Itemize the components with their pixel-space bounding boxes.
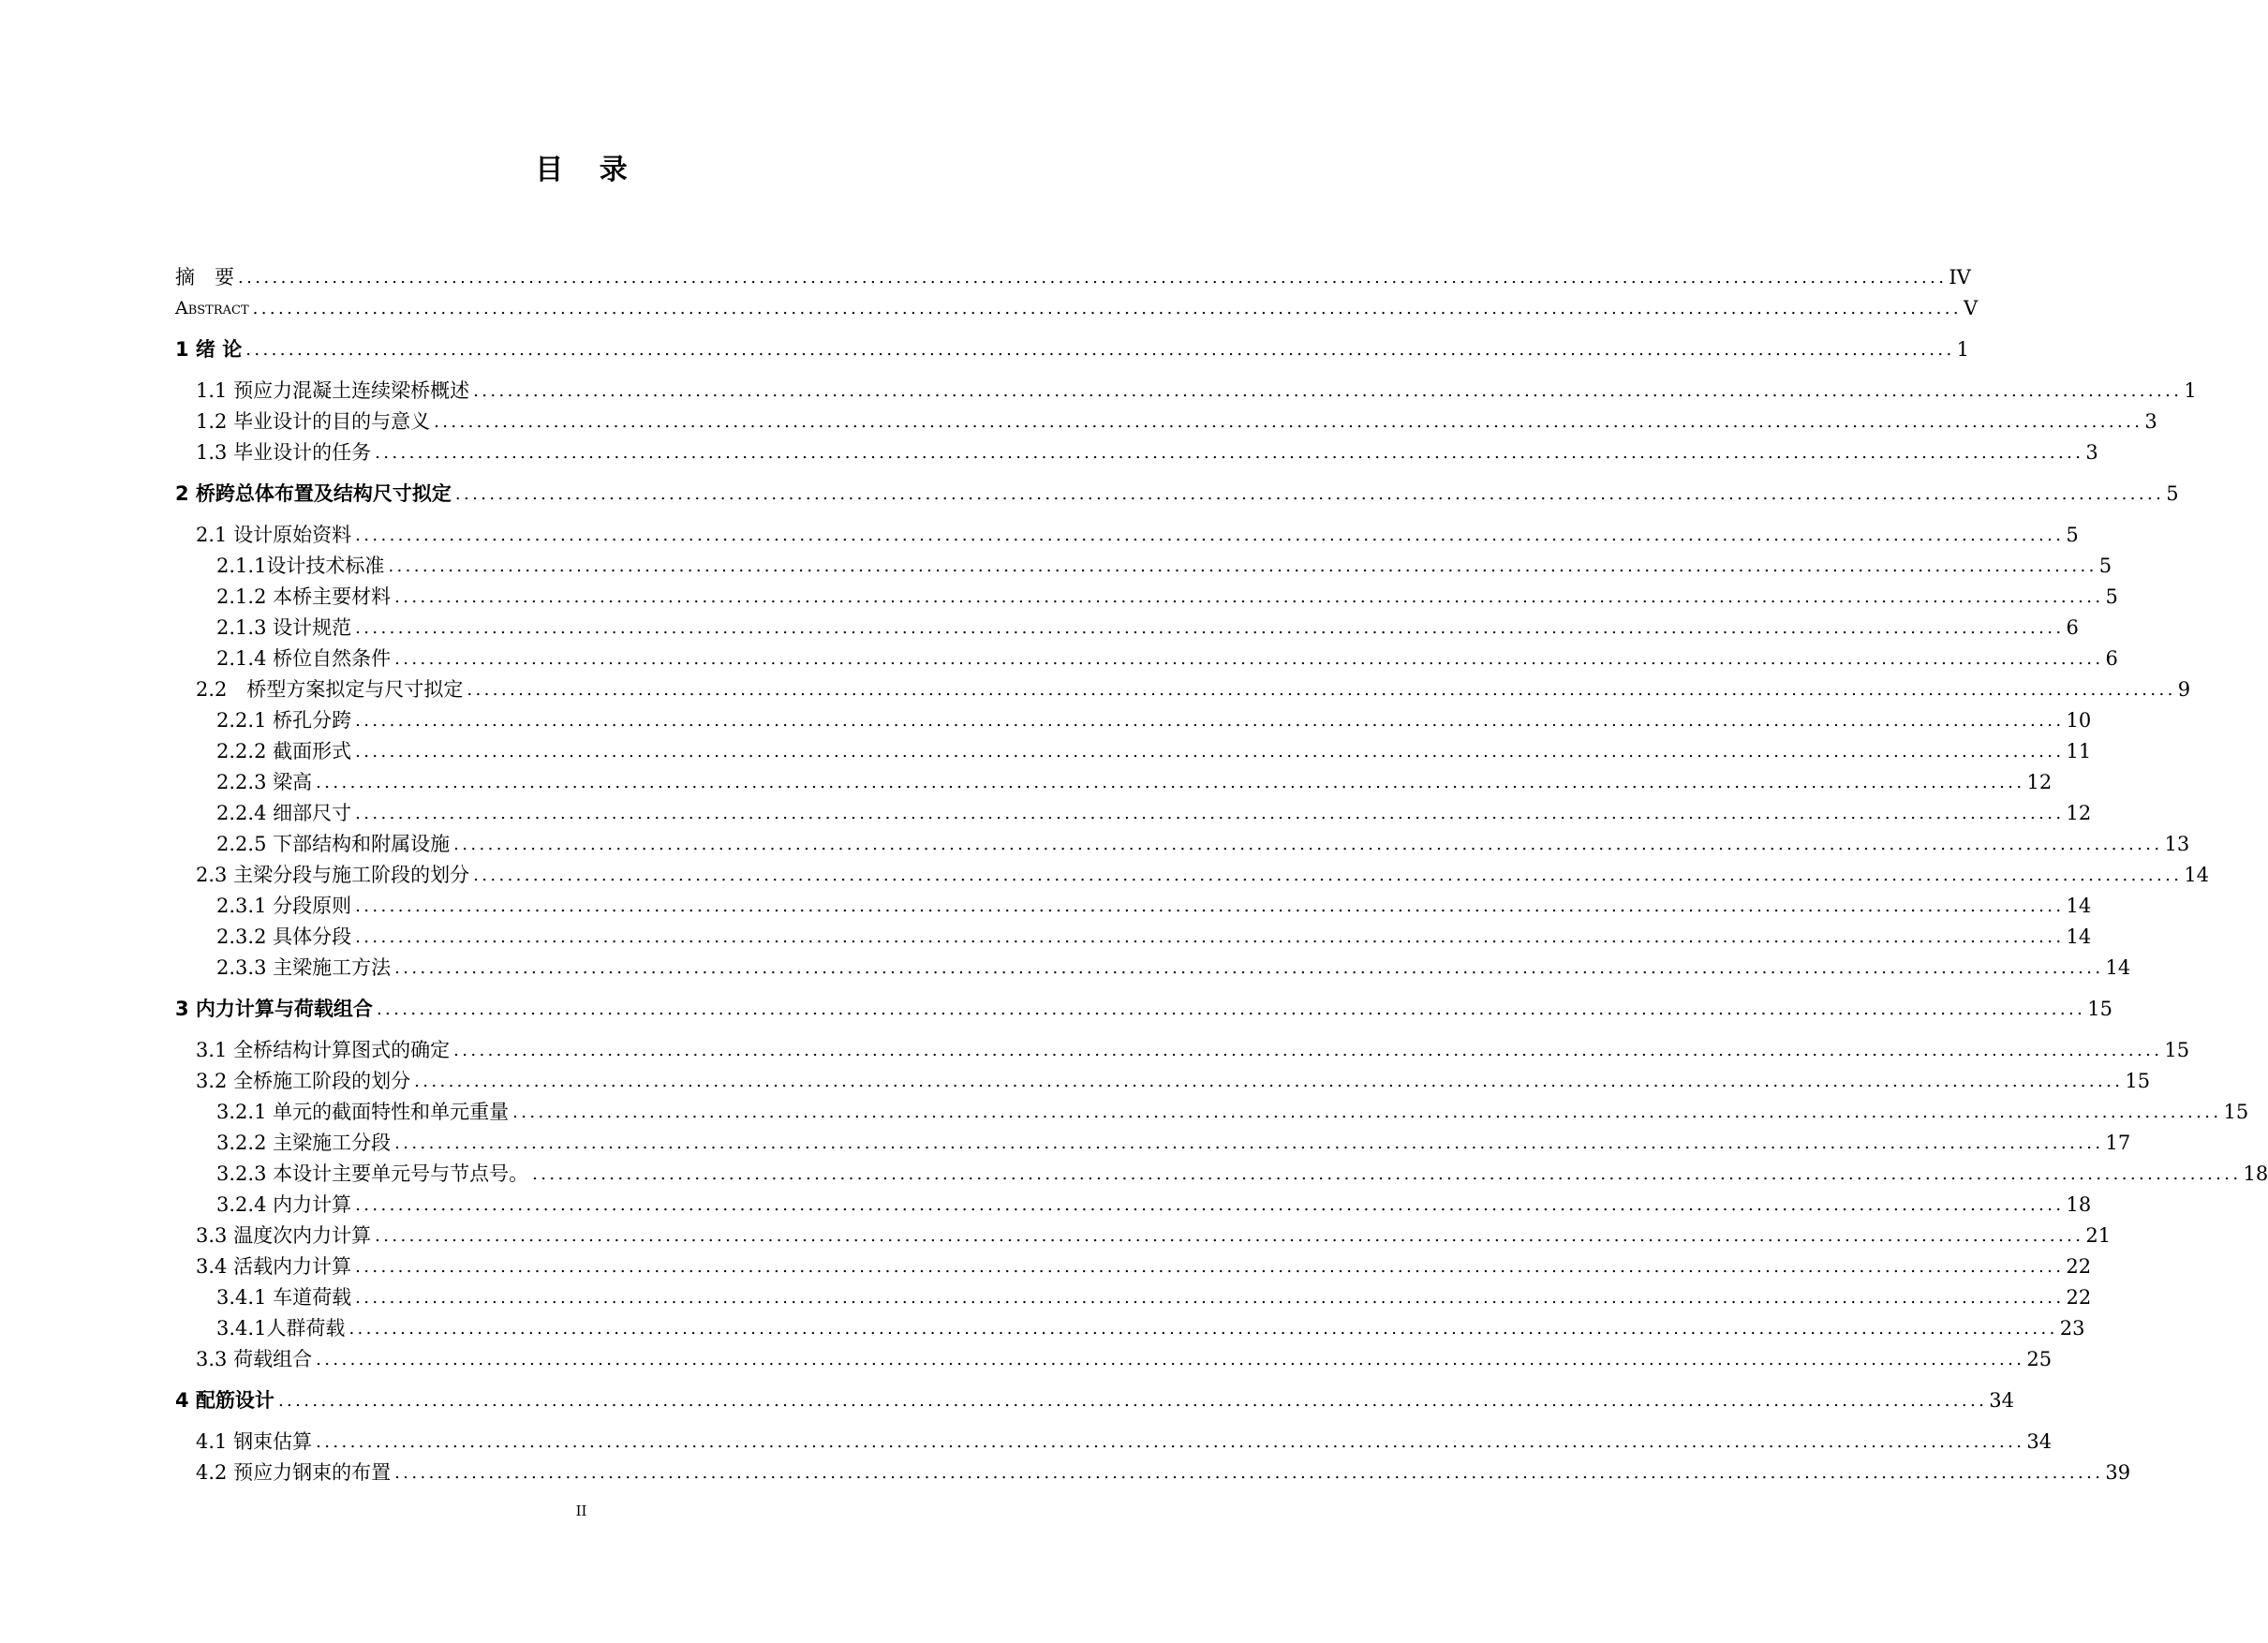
toc-leader-dots: ........................................................................................................................................................................................................ (454, 484, 2165, 504)
toc-entry[interactable] (175, 922, 2092, 953)
toc-entry-label: 2 桥跨总体布置及结构尺寸拟定 (175, 482, 452, 505)
toc-leader-dots: ........................................................................................................................................................................................................ (473, 381, 2183, 401)
table-of-contents (175, 262, 2268, 1488)
toc-entry-label: 3.2 全桥施工阶段的划分 (196, 1070, 411, 1092)
toc-leader-dots: ........................................................................................................................................................................................................ (355, 1288, 2065, 1308)
toc-leader-dots: ........................................................................................................................................................................................................ (375, 1226, 2084, 1246)
toc-entry-label: 4.2 预应力钢束的布置 (196, 1461, 392, 1484)
toc-entry-label: 2.3.3 主梁施工方法 (216, 956, 392, 979)
toc-entry-label: 3.4.1人群荷载 (216, 1317, 346, 1340)
toc-entry[interactable] (175, 767, 2053, 798)
toc-leader-dots: ........................................................................................................................................................................................................ (355, 896, 2065, 916)
toc-entry-label: 2.1.3 设计规范 (216, 616, 352, 639)
toc-leader-dots: ........................................................................................................................................................................................................ (355, 711, 2065, 731)
toc-leader-dots: ........................................................................................................................................................................................................ (473, 866, 2183, 885)
toc-entry[interactable] (175, 1251, 2092, 1282)
toc-entry[interactable] (175, 860, 2210, 891)
toc-entry[interactable] (175, 736, 2092, 767)
toc-leader-dots: ........................................................................................................................................................................................................ (316, 1350, 2025, 1369)
toc-entry[interactable] (175, 1190, 2092, 1221)
toc-leader-dots: ........................................................................................................................................................................................................ (316, 1432, 2025, 1452)
toc-entry-page: V (1964, 297, 1979, 319)
toc-entry[interactable] (175, 705, 2092, 736)
toc-entry-page: 5 (2166, 482, 2179, 505)
toc-leader-dots: ........................................................................................................................................................................................................ (394, 587, 2104, 607)
toc-leader-dots: ........................................................................................................................................................................................................ (532, 1164, 2242, 1184)
toc-leader-dots: ........................................................................................................................................................................................................ (453, 835, 2163, 854)
toc-entry-label: 2.1.4 桥位自然条件 (216, 647, 392, 670)
toc-entry[interactable] (175, 1344, 2053, 1375)
toc-leader-dots: ........................................................................................................................................................................................................ (355, 1257, 2065, 1277)
toc-entry-page: 22 (2066, 1286, 2092, 1309)
toc-entry-label: 1.2 毕业设计的目的与意义 (196, 410, 431, 433)
toc-entry[interactable] (175, 582, 2118, 613)
toc-entry-label: 3.3 荷载组合 (196, 1348, 313, 1370)
toc-entry-label: 2.3 主梁分段与施工阶段的划分 (196, 864, 470, 886)
toc-leader-dots: ........................................................................................................................................................................................................ (394, 1133, 2104, 1153)
toc-entry-page: 14 (2184, 864, 2210, 886)
toc-entry-page: 14 (2066, 895, 2092, 917)
toc-entry-page: 1 (2184, 379, 2197, 402)
toc-entry-label: 3.1 全桥结构计算图式的确定 (196, 1039, 451, 1061)
toc-entry-page: 17 (2105, 1132, 2131, 1154)
toc-entry-label: 2.2.4 细部尺寸 (216, 802, 352, 824)
toc-entry[interactable] (175, 1035, 2190, 1066)
toc-entry-label: 3.2.3 本设计主要单元号与节点号。 (216, 1162, 529, 1185)
toc-entry-page: 34 (1989, 1389, 2015, 1412)
toc-entry[interactable] (175, 520, 2079, 551)
toc-entry[interactable] (175, 994, 2113, 1025)
toc-entry[interactable] (175, 1066, 2151, 1097)
toc-entry-label: 2.3.2 具体分段 (216, 925, 352, 948)
toc-leader-dots: ........................................................................................................................................................................................................ (355, 927, 2065, 947)
toc-entry[interactable] (175, 334, 1969, 365)
toc-leader-dots: ........................................................................................................................................................................................................ (348, 1319, 2058, 1339)
toc-entry[interactable] (175, 1313, 2085, 1344)
toc-entry-label: 3 内力计算与荷载组合 (175, 998, 373, 1020)
toc-entry-page: 18 (2243, 1162, 2268, 1185)
toc-entry-label: 3.2.4 内力计算 (216, 1193, 352, 1216)
toc-leader-dots: ........................................................................................................................................................................................................ (316, 773, 2025, 792)
toc-entry[interactable] (175, 1458, 2131, 1488)
toc-entry-page: 22 (2066, 1255, 2092, 1278)
toc-entry-page: 14 (2066, 925, 2092, 948)
toc-entry-label: 2.2.1 桥孔分跨 (216, 709, 352, 732)
toc-entry-page: 12 (2066, 802, 2092, 824)
toc-entry[interactable] (175, 1221, 2112, 1251)
toc-leader-dots: ........................................................................................................................................................................................................ (355, 742, 2065, 762)
toc-entry-page: 12 (2026, 771, 2053, 793)
toc-entry[interactable] (175, 479, 2179, 510)
toc-entry-page: 15 (2164, 1039, 2190, 1061)
toc-entry-page: 3 (2144, 410, 2157, 433)
toc-entry-label: 3.2.1 单元的截面特性和单元重量 (216, 1101, 510, 1123)
toc-entry-page: 5 (2098, 555, 2112, 577)
toc-leader-dots: ........................................................................................................................................................................................................ (434, 412, 2143, 432)
toc-entry-label: 摘 要 (175, 266, 234, 289)
toc-entry-page: 13 (2164, 833, 2190, 855)
toc-entry-page: 15 (2087, 998, 2113, 1020)
toc-entry[interactable] (175, 891, 2092, 922)
toc-entry-label: 2.1.1设计技术标准 (216, 555, 385, 577)
toc-entry[interactable] (175, 953, 2131, 984)
toc-entry-label: 3.3 温度次内力计算 (196, 1224, 372, 1247)
toc-entry-page: 23 (2059, 1317, 2085, 1340)
toc-entry-page: 14 (2105, 956, 2131, 979)
toc-entry-label: 2.2.5 下部结构和附属设施 (216, 833, 451, 855)
toc-entry-label: 4.1 钢束估算 (196, 1430, 313, 1453)
toc-leader-dots: ........................................................................................................................................................................................................ (277, 1391, 1988, 1411)
toc-entry[interactable] (175, 1385, 2015, 1416)
toc-entry-label: 2.1 设计原始资料 (196, 524, 352, 546)
toc-leader-dots: ........................................................................................................................................................................................................ (512, 1103, 2222, 1122)
toc-leader-dots: ........................................................................................................................................................................................................ (388, 556, 2098, 576)
toc-entry-page: 21 (2085, 1224, 2112, 1247)
toc-leader-dots: ........................................................................................................................................................................................................ (467, 680, 2176, 700)
toc-entry[interactable] (175, 644, 2118, 674)
toc-entry-page: IV (1949, 266, 1971, 289)
toc-entry[interactable] (175, 1427, 2053, 1458)
toc-entry-label: 2.2 桥型方案拟定与尺寸拟定 (196, 678, 464, 701)
toc-entry-label: 1 绪 论 (175, 338, 243, 361)
toc-entry-label: 3.2.2 主梁施工分段 (216, 1132, 392, 1154)
toc-entry-page: 5 (2105, 585, 2118, 608)
toc-leader-dots: ........................................................................................................................................................................................................ (375, 443, 2084, 463)
toc-entry-label: 2.2.3 梁高 (216, 771, 313, 793)
toc-entry-label: 2.2.2 截面形式 (216, 740, 352, 762)
toc-entry[interactable] (175, 293, 1979, 324)
toc-entry[interactable] (175, 1282, 2092, 1313)
toc-leader-dots: ........................................................................................................................................................................................................ (453, 1041, 2163, 1060)
toc-leader-dots: ........................................................................................................................................................................................................ (355, 804, 2065, 823)
toc-entry-page: 34 (2026, 1430, 2053, 1453)
toc-entry[interactable] (175, 262, 1971, 293)
toc-entry[interactable] (175, 613, 2079, 644)
toc-entry-page: 11 (2066, 740, 2092, 762)
toc-leader-dots: ........................................................................................................................................................................................................ (394, 1463, 2104, 1483)
toc-entry-label: 3.4 活载内力计算 (196, 1255, 352, 1278)
toc-entry-label: 4 配筋设计 (175, 1389, 274, 1412)
toc-leader-dots: ........................................................................................................................................................................................................ (355, 525, 2065, 545)
toc-entry-page: 6 (2105, 647, 2118, 670)
toc-entry-label: 3.4.1 车道荷载 (216, 1286, 352, 1309)
toc-entry[interactable] (175, 407, 2157, 437)
toc-leader-dots: ........................................................................................................................................................................................................ (245, 340, 1955, 360)
toc-entry[interactable] (175, 829, 2190, 860)
toc-entry[interactable] (175, 1128, 2131, 1159)
toc-leader-dots: ........................................................................................................................................................................................................ (394, 958, 2104, 978)
toc-entry-page: 10 (2066, 709, 2092, 732)
toc-entry[interactable] (175, 437, 2098, 468)
toc-entry[interactable] (175, 798, 2092, 829)
toc-entry-page: 5 (2066, 524, 2079, 546)
toc-leader-dots: ........................................................................................................................................................................................................ (394, 649, 2104, 669)
toc-leader-dots: ........................................................................................................................................................................................................ (414, 1072, 2124, 1091)
toc-leader-dots: ........................................................................................................................................................................................................ (376, 999, 2086, 1019)
toc-entry-page: 3 (2085, 441, 2098, 464)
toc-entry[interactable] (175, 674, 2191, 705)
toc-leader-dots: ........................................................................................................................................................................................................ (355, 618, 2065, 638)
toc-leader-dots: ........................................................................................................................................................................................................ (355, 1195, 2065, 1215)
toc-entry-label: 1.1 预应力混凝土连续梁桥概述 (196, 379, 470, 402)
toc-entry-page: 39 (2105, 1461, 2131, 1484)
page-number-footer: II (575, 1502, 587, 1519)
toc-entry-page: 25 (2026, 1348, 2053, 1370)
toc-entry-page: 9 (2177, 678, 2191, 701)
toc-entry-page: 15 (2125, 1070, 2151, 1092)
toc-entry[interactable] (175, 551, 2112, 582)
toc-entry[interactable] (175, 1159, 2268, 1190)
toc-entry-page: 18 (2066, 1193, 2092, 1216)
toc-entry-page: 15 (2223, 1101, 2249, 1123)
toc-entry[interactable] (175, 376, 2197, 407)
toc-entry-label: Abstract (175, 298, 249, 318)
toc-entry[interactable] (175, 1097, 2249, 1128)
toc-title: 目 录 (535, 154, 641, 186)
toc-entry-label: 1.3 毕业设计的任务 (196, 441, 372, 464)
toc-entry-label: 2.3.1 分段原则 (216, 895, 352, 917)
toc-leader-dots: ........................................................................................................................................................................................................ (238, 268, 1948, 288)
toc-entry-page: 1 (1956, 338, 1969, 361)
toc-leader-dots: ........................................................................................................................................................................................................ (252, 299, 1962, 318)
toc-entry-label: 2.1.2 本桥主要材料 (216, 585, 392, 608)
toc-entry-page: 6 (2066, 616, 2079, 639)
